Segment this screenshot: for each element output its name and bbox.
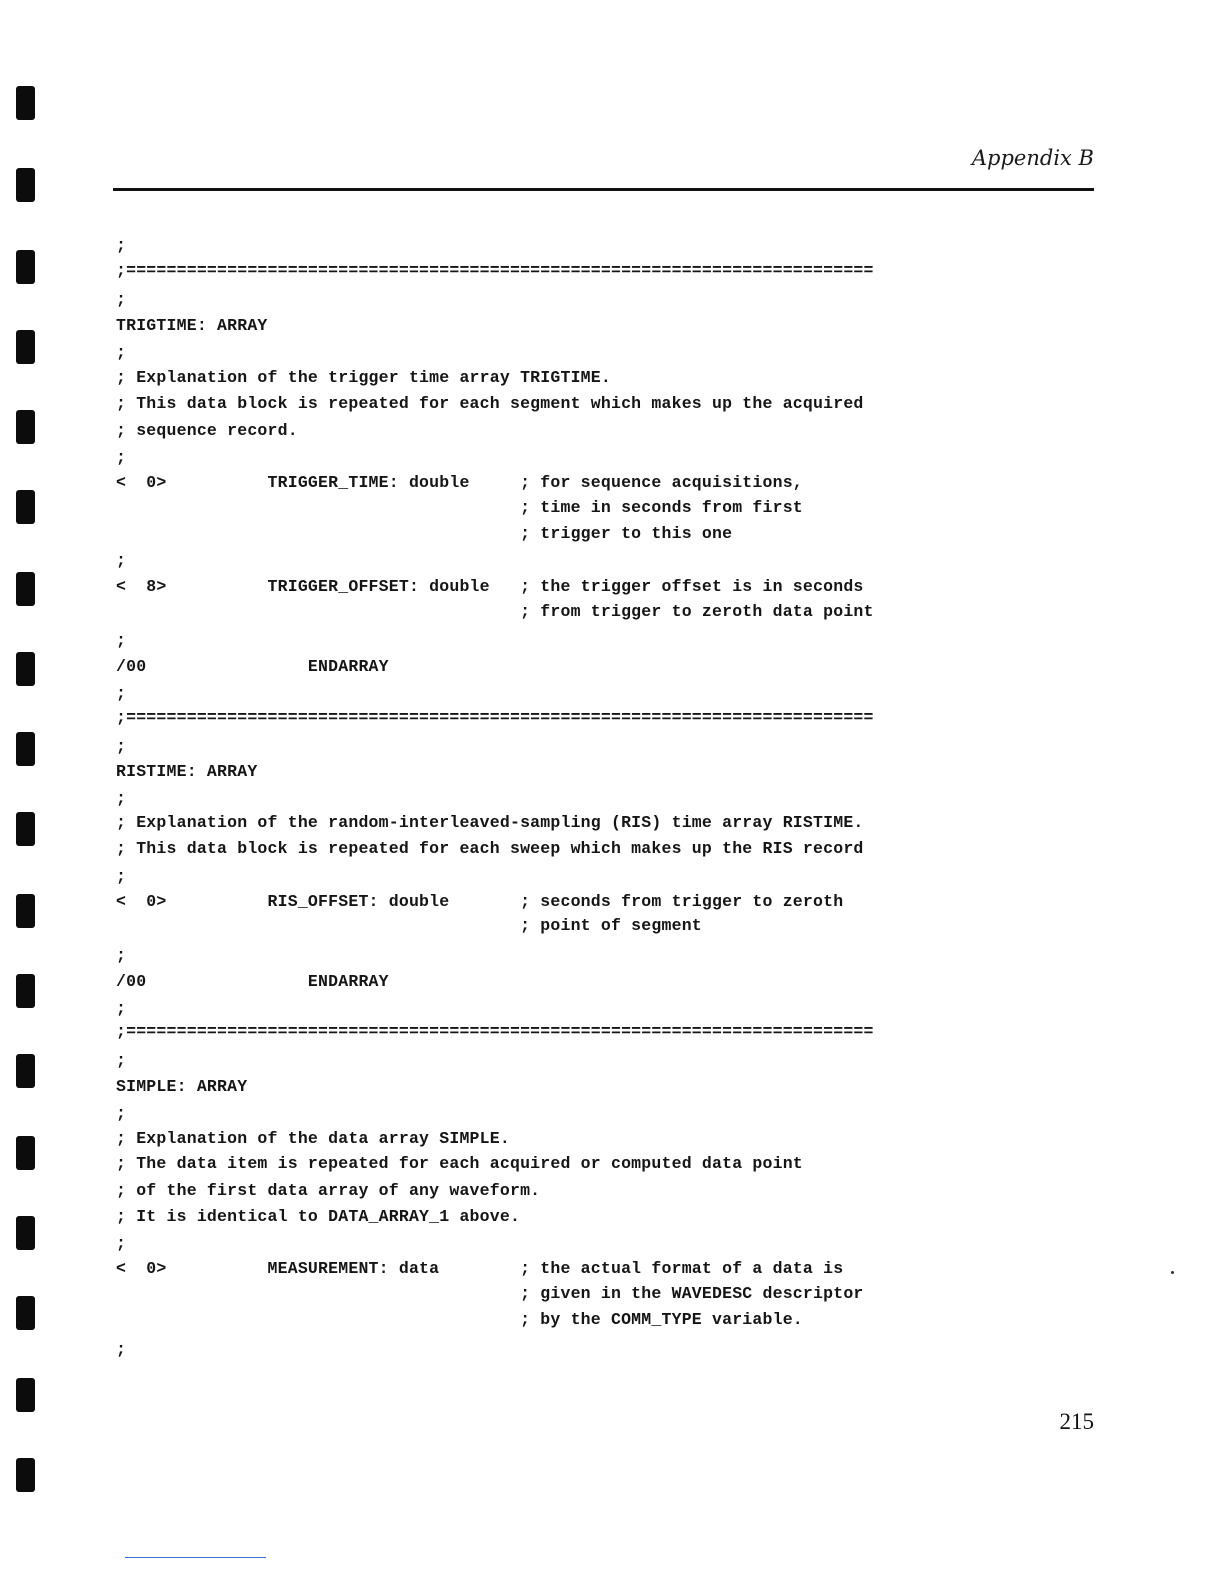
binder-hole: [16, 1378, 35, 1412]
section-separator: ;==========================================================================: [116, 1022, 874, 1041]
code-line: ;: [116, 1051, 127, 1070]
section-heading-trigtime: TRIGTIME: ARRAY: [116, 316, 268, 335]
comment-line: ; The data item is repeated for each acquired or computed data point: [116, 1154, 803, 1173]
comment-line: ; point of segment: [116, 916, 702, 935]
binder-hole: [16, 572, 35, 606]
binder-hole: [16, 250, 35, 284]
binder-hole: [16, 1458, 35, 1492]
page-header-title: Appendix B: [971, 146, 1094, 170]
endarray-line: /00 ENDARRAY: [116, 657, 389, 676]
binder-hole: [16, 732, 35, 766]
comment-line: ; by the COMM_TYPE variable.: [116, 1310, 803, 1329]
comment-line: ; time in seconds from first: [116, 498, 803, 517]
field-trigger-time: < 0> TRIGGER_TIME: double ; for sequence acquisitions,: [116, 473, 803, 492]
code-line: ;: [116, 343, 127, 362]
header-rule: [113, 188, 1094, 191]
code-line: ;: [116, 290, 127, 309]
binder-hole: [16, 410, 35, 444]
comment-line: ; Explanation of the random-interleaved-sampling (RIS) time array RISTIME.: [116, 813, 864, 832]
code-line: ;: [116, 551, 127, 570]
code-line: ;: [116, 999, 127, 1018]
section-separator: ;==========================================================================: [116, 261, 874, 280]
field-measurement: < 0> MEASUREMENT: data ; the actual format of a data is: [116, 1259, 844, 1278]
comment-line: ; of the first data array of any waveform.: [116, 1181, 541, 1200]
code-line: ;: [116, 1234, 127, 1253]
comment-line: ; given in the WAVEDESC descriptor: [116, 1284, 864, 1303]
binder-hole: [16, 1216, 35, 1250]
section-heading-simple: SIMPLE: ARRAY: [116, 1077, 248, 1096]
binder-hole: [16, 490, 35, 524]
comment-line: ; This data block is repeated for each sweep which makes up the RIS record: [116, 839, 864, 858]
comment-line: ; Explanation of the data array SIMPLE.: [116, 1129, 510, 1148]
code-line: ;: [116, 631, 127, 650]
section-heading-ristime: RISTIME: ARRAY: [116, 762, 258, 781]
comment-line: ; Explanation of the trigger time array TRIGTIME.: [116, 368, 611, 387]
binder-hole: [16, 168, 35, 202]
binder-hole: [16, 974, 35, 1008]
comment-line: ; from trigger to zeroth data point: [116, 602, 874, 621]
code-line: ;: [116, 946, 127, 965]
comment-line: ; sequence record.: [116, 421, 298, 440]
page-number: 215: [1059, 1409, 1094, 1434]
code-line: ;: [116, 236, 127, 255]
stray-mark: [1171, 1271, 1174, 1274]
comment-line: ; trigger to this one: [116, 524, 733, 543]
comment-line: ; This data block is repeated for each segment which makes up the acquired: [116, 394, 864, 413]
binder-hole: [16, 1054, 35, 1088]
endarray-line: /00 ENDARRAY: [116, 972, 389, 991]
code-line: ;: [116, 789, 127, 808]
binder-hole: [16, 812, 35, 846]
section-separator: ;==========================================================================: [116, 708, 874, 727]
field-ris-offset: < 0> RIS_OFFSET: double ; seconds from trigger to zeroth: [116, 892, 844, 911]
code-line: ;: [116, 867, 127, 886]
code-line: ;: [116, 1340, 127, 1359]
binder-holes: [16, 0, 36, 1584]
comment-line: ; It is identical to DATA_ARRAY_1 above.: [116, 1207, 521, 1226]
binder-hole: [16, 1296, 35, 1330]
binder-hole: [16, 894, 35, 928]
binder-hole: [16, 86, 35, 120]
code-line: ;: [116, 737, 127, 756]
binder-hole: [16, 1136, 35, 1170]
binder-hole: [16, 652, 35, 686]
bottom-rule: [125, 1557, 266, 1558]
binder-hole: [16, 330, 35, 364]
code-line: ;: [116, 1104, 127, 1123]
field-trigger-offset: < 8> TRIGGER_OFFSET: double ; the trigger offset is in seconds: [116, 577, 864, 596]
code-line: ;: [116, 448, 127, 467]
code-line: ;: [116, 684, 127, 703]
